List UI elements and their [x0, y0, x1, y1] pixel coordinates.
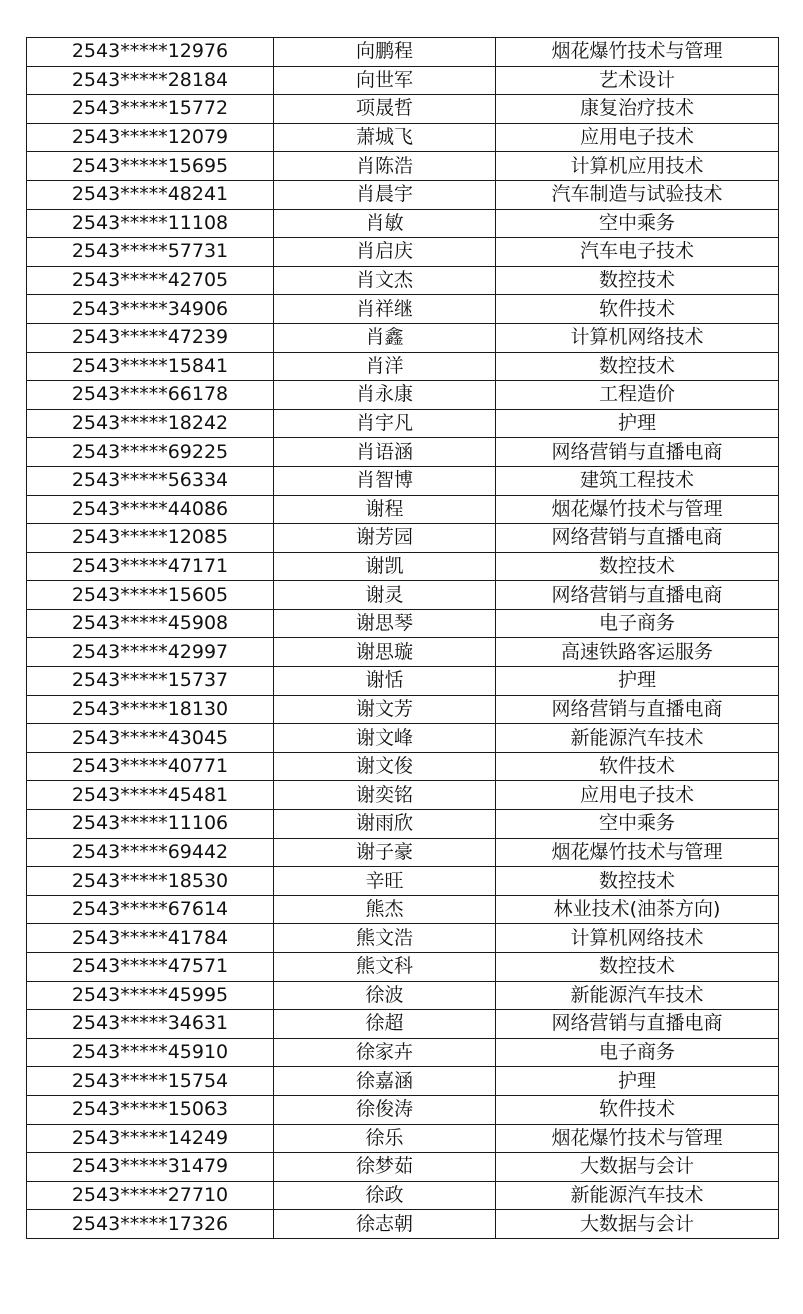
- candidate-id-cell: 2543*****48241: [27, 180, 274, 209]
- table-row: [27, 552, 779, 581]
- major-cell: 建筑工程技术: [496, 466, 779, 495]
- student-name-cell: 肖祥继: [274, 295, 496, 324]
- table-row: [27, 381, 779, 410]
- student-name-cell: 谢恬: [274, 667, 496, 696]
- table-row: [27, 667, 779, 696]
- table-row: [27, 924, 779, 953]
- candidate-id-cell: 2543*****40771: [27, 752, 274, 781]
- student-name-cell: 徐超: [274, 1010, 496, 1039]
- student-name-cell: 谢雨欣: [274, 810, 496, 839]
- candidate-id-cell: 2543*****43045: [27, 724, 274, 753]
- major-cell: 新能源汽车技术: [496, 724, 779, 753]
- table-row: [27, 1124, 779, 1153]
- table-row: [27, 152, 779, 181]
- student-name-cell: 谢思琴: [274, 609, 496, 638]
- major-cell: 数控技术: [496, 266, 779, 295]
- table-row: [27, 95, 779, 124]
- major-cell: 艺术设计: [496, 66, 779, 95]
- table-row: [27, 66, 779, 95]
- student-name-cell: 徐嘉涵: [274, 1067, 496, 1096]
- table-row: [27, 609, 779, 638]
- major-cell: 护理: [496, 667, 779, 696]
- candidate-id-cell: 2543*****18130: [27, 695, 274, 724]
- candidate-id-cell: 2543*****11106: [27, 810, 274, 839]
- candidate-id-cell: 2543*****42997: [27, 638, 274, 667]
- major-cell: 空中乘务: [496, 209, 779, 238]
- major-cell: 电子商务: [496, 1038, 779, 1067]
- candidate-id-cell: 2543*****45910: [27, 1038, 274, 1067]
- table-row: [27, 1210, 779, 1239]
- student-name-cell: 熊文浩: [274, 924, 496, 953]
- student-name-cell: 肖敏: [274, 209, 496, 238]
- candidate-id-cell: 2543*****47239: [27, 323, 274, 352]
- candidate-id-cell: 2543*****15754: [27, 1067, 274, 1096]
- candidate-id-cell: 2543*****27710: [27, 1181, 274, 1210]
- table-row: [27, 238, 779, 267]
- student-name-cell: 谢奕铭: [274, 781, 496, 810]
- table-row: [27, 266, 779, 295]
- major-cell: 新能源汽车技术: [496, 1181, 779, 1210]
- candidate-id-cell: 2543*****41784: [27, 924, 274, 953]
- candidate-id-cell: 2543*****34906: [27, 295, 274, 324]
- student-name-cell: 徐波: [274, 981, 496, 1010]
- student-name-cell: 徐志朝: [274, 1210, 496, 1239]
- table-row: [27, 724, 779, 753]
- student-name-cell: 徐梦茹: [274, 1153, 496, 1182]
- major-cell: 数控技术: [496, 867, 779, 896]
- table-row: [27, 1038, 779, 1067]
- candidate-id-cell: 2543*****34631: [27, 1010, 274, 1039]
- candidate-id-cell: 2543*****56334: [27, 466, 274, 495]
- major-cell: 电子商务: [496, 609, 779, 638]
- table-body: [27, 38, 779, 1239]
- table-row: [27, 810, 779, 839]
- candidate-id-cell: 2543*****45908: [27, 609, 274, 638]
- table-row: [27, 323, 779, 352]
- student-name-cell: 谢子豪: [274, 838, 496, 867]
- table-row: [27, 695, 779, 724]
- student-name-cell: 谢凯: [274, 552, 496, 581]
- table-row: [27, 438, 779, 467]
- candidate-id-cell: 2543*****12079: [27, 123, 274, 152]
- major-cell: 康复治疗技术: [496, 95, 779, 124]
- major-cell: 计算机网络技术: [496, 323, 779, 352]
- major-cell: 烟花爆竹技术与管理: [496, 1124, 779, 1153]
- candidate-id-cell: 2543*****69442: [27, 838, 274, 867]
- major-cell: 高速铁路客运服务: [496, 638, 779, 667]
- table-row: [27, 1095, 779, 1124]
- student-name-cell: 谢文俊: [274, 752, 496, 781]
- major-cell: 护理: [496, 409, 779, 438]
- student-name-cell: 肖语涵: [274, 438, 496, 467]
- candidate-id-cell: 2543*****15605: [27, 581, 274, 610]
- major-cell: 网络营销与直播电商: [496, 581, 779, 610]
- candidate-id-cell: 2543*****18242: [27, 409, 274, 438]
- candidate-id-cell: 2543*****14249: [27, 1124, 274, 1153]
- student-name-cell: 谢文芳: [274, 695, 496, 724]
- candidate-id-cell: 2543*****15063: [27, 1095, 274, 1124]
- major-cell: 软件技术: [496, 752, 779, 781]
- candidate-id-cell: 2543*****45481: [27, 781, 274, 810]
- major-cell: 汽车电子技术: [496, 238, 779, 267]
- major-cell: 林业技术(油茶方向): [496, 895, 779, 924]
- table-row: [27, 981, 779, 1010]
- student-name-cell: 熊杰: [274, 895, 496, 924]
- student-name-cell: 徐俊涛: [274, 1095, 496, 1124]
- major-cell: 网络营销与直播电商: [496, 524, 779, 553]
- major-cell: 烟花爆竹技术与管理: [496, 495, 779, 524]
- major-cell: 汽车制造与试验技术: [496, 180, 779, 209]
- table-row: [27, 638, 779, 667]
- table-row: [27, 495, 779, 524]
- student-name-cell: 徐政: [274, 1181, 496, 1210]
- candidate-id-cell: 2543*****47571: [27, 953, 274, 982]
- candidate-id-cell: 2543*****12085: [27, 524, 274, 553]
- major-cell: 网络营销与直播电商: [496, 438, 779, 467]
- student-name-cell: 肖永康: [274, 381, 496, 410]
- candidate-id-cell: 2543*****15737: [27, 667, 274, 696]
- student-name-cell: 向世军: [274, 66, 496, 95]
- student-name-cell: 肖洋: [274, 352, 496, 381]
- table-row: [27, 953, 779, 982]
- table-row: [27, 895, 779, 924]
- candidate-id-cell: 2543*****17326: [27, 1210, 274, 1239]
- table-row: [27, 1010, 779, 1039]
- table-row: [27, 123, 779, 152]
- student-name-cell: 肖陈浩: [274, 152, 496, 181]
- major-cell: 大数据与会计: [496, 1210, 779, 1239]
- student-name-cell: 辛旺: [274, 867, 496, 896]
- candidate-id-cell: 2543*****11108: [27, 209, 274, 238]
- table-row: [27, 581, 779, 610]
- student-name-cell: 谢程: [274, 495, 496, 524]
- candidate-id-cell: 2543*****47171: [27, 552, 274, 581]
- candidate-id-cell: 2543*****57731: [27, 238, 274, 267]
- candidate-id-cell: 2543*****15841: [27, 352, 274, 381]
- major-cell: 数控技术: [496, 352, 779, 381]
- table-row: [27, 352, 779, 381]
- table-row: [27, 295, 779, 324]
- table-row: [27, 1181, 779, 1210]
- candidate-id-cell: 2543*****67614: [27, 895, 274, 924]
- student-name-cell: 谢文峰: [274, 724, 496, 753]
- candidate-id-cell: 2543*****15695: [27, 152, 274, 181]
- student-name-cell: 徐家卉: [274, 1038, 496, 1067]
- major-cell: 计算机网络技术: [496, 924, 779, 953]
- major-cell: 烟花爆竹技术与管理: [496, 38, 779, 67]
- table-row: [27, 752, 779, 781]
- major-cell: 数控技术: [496, 953, 779, 982]
- student-name-cell: 肖文杰: [274, 266, 496, 295]
- table-row: [27, 1067, 779, 1096]
- major-cell: 网络营销与直播电商: [496, 1010, 779, 1039]
- candidate-id-cell: 2543*****28184: [27, 66, 274, 95]
- major-cell: 工程造价: [496, 381, 779, 410]
- major-cell: 数控技术: [496, 552, 779, 581]
- table-row: [27, 38, 779, 67]
- table-row: [27, 781, 779, 810]
- student-name-cell: 谢芳园: [274, 524, 496, 553]
- candidate-id-cell: 2543*****44086: [27, 495, 274, 524]
- candidate-id-cell: 2543*****69225: [27, 438, 274, 467]
- table-row: [27, 209, 779, 238]
- major-cell: 应用电子技术: [496, 781, 779, 810]
- student-name-cell: 肖宇凡: [274, 409, 496, 438]
- table-row: [27, 180, 779, 209]
- major-cell: 护理: [496, 1067, 779, 1096]
- student-name-cell: 肖鑫: [274, 323, 496, 352]
- candidate-id-cell: 2543*****31479: [27, 1153, 274, 1182]
- major-cell: 空中乘务: [496, 810, 779, 839]
- major-cell: 软件技术: [496, 295, 779, 324]
- student-name-cell: 肖启庆: [274, 238, 496, 267]
- table-row: [27, 466, 779, 495]
- major-cell: 软件技术: [496, 1095, 779, 1124]
- student-name-cell: 向鹏程: [274, 38, 496, 67]
- candidate-id-cell: 2543*****18530: [27, 867, 274, 896]
- table-row: [27, 524, 779, 553]
- candidate-id-cell: 2543*****42705: [27, 266, 274, 295]
- student-name-cell: 熊文科: [274, 953, 496, 982]
- admission-list-table: [26, 37, 779, 1239]
- student-name-cell: 谢思璇: [274, 638, 496, 667]
- student-name-cell: 萧城飞: [274, 123, 496, 152]
- table-row: [27, 867, 779, 896]
- candidate-id-cell: 2543*****12976: [27, 38, 274, 67]
- candidate-id-cell: 2543*****66178: [27, 381, 274, 410]
- table-row: [27, 1153, 779, 1182]
- major-cell: 新能源汽车技术: [496, 981, 779, 1010]
- student-name-cell: 项晟哲: [274, 95, 496, 124]
- student-name-cell: 谢灵: [274, 581, 496, 610]
- student-name-cell: 肖晨宇: [274, 180, 496, 209]
- table-row: [27, 838, 779, 867]
- student-name-cell: 徐乐: [274, 1124, 496, 1153]
- major-cell: 网络营销与直播电商: [496, 695, 779, 724]
- major-cell: 应用电子技术: [496, 123, 779, 152]
- table-row: [27, 409, 779, 438]
- major-cell: 计算机应用技术: [496, 152, 779, 181]
- student-name-cell: 肖智博: [274, 466, 496, 495]
- candidate-id-cell: 2543*****15772: [27, 95, 274, 124]
- candidate-id-cell: 2543*****45995: [27, 981, 274, 1010]
- major-cell: 大数据与会计: [496, 1153, 779, 1182]
- major-cell: 烟花爆竹技术与管理: [496, 838, 779, 867]
